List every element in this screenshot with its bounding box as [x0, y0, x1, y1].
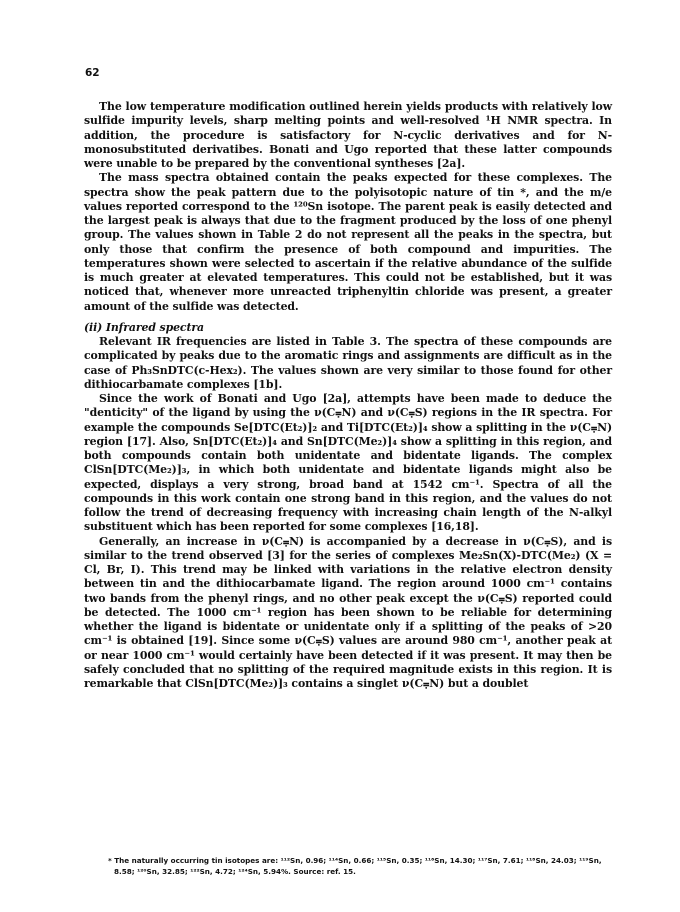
page-number: 62 [85, 67, 100, 79]
section-heading-infrared: (ii) Infrared spectra [84, 320, 204, 334]
paragraph-mass-spectra: The mass spectra obtained contain the peaks expected for these complexes. The spectra show the peak pattern due to the polyisotopic nature of tin *, and the m/e values reported correspond to the ¹²⁰Sn isotope. The parent peak is easily detected and the largest peak is always that due to the fragment produced by the loss of one phenyl group. The values shown in Table 2 do not represent all the peaks in the spectra, but only those that confirm the presence of both compound and impurities. The temperatures shown were selected to ascertain if the relative abundance of the sulfide is much greater at elevated temperatures. This could not be established, but it was noticed that, whenever more unreacted triphenyltin chloride was present, a greater amount of the sulfide was detected. [84, 171, 612, 313]
paragraph-cn-cs-trend: Generally, an increase in ν(C⩦N) is accompanied by a decrease in ν(C⩦S), and is similar to the trend observed [3] for the series of complexes Me₂Sn(X)-DTC(Me₂) (X = Cl, Br, I). This trend may be linked with variations in the relative electron density between tin and the dithiocarbamate ligand. The region around 1000 cm⁻¹ contains two bands from the phenyl rings, and no other peak except the ν(C⩦S) reported could be detected. The 1000 cm⁻¹ region has been shown to be reliable for determining whether the ligand is bidentate or unidentate only if a splitting of the peaks of >20 cm⁻¹ is obtained [19]. Since some ν(C⩦S) values are around 980 cm⁻¹, another peak at or near 1000 cm⁻¹ would certainly have been detected if it was present. It may then be safely concluded that no splitting of the required magnitude exists in this region. It is remarkable that ClSn[DTC(Me₂)]₃ contains a singlet ν(C⩦N) but a doublet [84, 534, 612, 690]
paragraph-denticity: Since the work of Bonati and Ugo [2a], attempts have been made to deduce the "denticity" of the ligand by using the ν(C⩦N) and ν(C⩦S) regions in the IR spectra. For example the compounds Se[DTC(Et₂)]₂ and Ti[DTC(Et₂)]₄ show a splitting in the ν(C⩦N) region [17]. Also, Sn[DTC(Et₂)]₄ and Sn[DTC(Me₂)]₄ show a splitting in this region, and both compounds contain both unidentate and bidentate ligands. The complex ClSn[DTC(Me₂)]₃, in which both unidentate and bidentate ligands might also be expected, displays a very strong, broad band at 1542 cm⁻¹. Spectra of all the compounds in this work contain one strong band in this region, and the values do not follow the trend of decreasing frequency with increasing chain length of the N-alkyl substituent which has been reported for some complexes [16,18]. [84, 392, 612, 534]
paragraph-low-temperature: The low temperature modification outlined herein yields products with relatively low sulfide impurity levels, sharp melting points and well-resolved ¹H NMR spectra. In addition, the procedure is satisfactory for N-cyclic derivatives and for N-monosubstituted derivatibes. Bonati and Ugo reported that these latter compounds were unable to be prepared by the conventional syntheses [2a]. [84, 100, 612, 170]
article-body [84, 100, 612, 691]
paragraph-ir-frequencies: Relevant IR frequencies are listed in Table 3. The spectra of these compounds are complicated by peaks due to the aromatic rings and assignments are difficult as in the case of Ph₃SnDTC(c-Hex₂). The values shown are very similar to those found for other dithiocarbamate complexes [1b]. [84, 335, 612, 391]
footnote-tin-isotopes: * The naturally occurring tin isotopes are: ¹¹²Sn, 0.96; ¹¹⁴Sn, 0.66; ¹¹⁵Sn, 0.35; ¹¹⁶Sn, 14.30; ¹¹⁷Sn, 7.61; ¹¹⁸Sn, 24.03; ¹¹⁹Sn, 8.58; ¹²⁰Sn, 32.85; ¹²²Sn, 4.72; ¹²⁴Sn, 5.94%. Source: ref. 15. [108, 856, 602, 876]
